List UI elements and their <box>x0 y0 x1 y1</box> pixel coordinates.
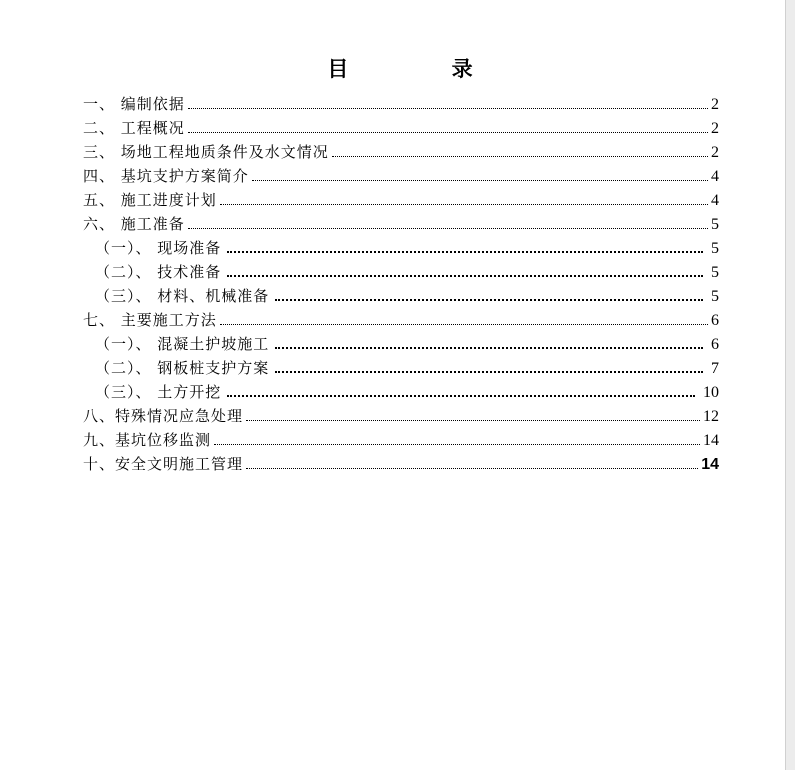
toc-entry-page: 2 <box>711 96 719 113</box>
toc-subentry[interactable] <box>83 282 719 306</box>
toc-entry-label: （二）、 钢板桩支护方案 <box>95 359 270 377</box>
toc-leader <box>227 274 703 277</box>
toc-entry-page: 2 <box>711 120 719 137</box>
toc-subentry[interactable] <box>83 354 719 378</box>
toc-entry-page: 4 <box>711 168 719 185</box>
toc-entry-page: 10 <box>703 384 719 401</box>
toc-entry-page: 6 <box>711 336 719 353</box>
toc-entry-page: 5 <box>711 288 719 305</box>
toc-leader <box>227 394 695 397</box>
toc-leader <box>188 107 708 109</box>
toc-entry-page: 5 <box>711 264 719 281</box>
toc-leader <box>246 419 700 421</box>
toc-subentry[interactable] <box>83 330 719 354</box>
toc-entry-label: 三、 场地工程地质条件及水文情况 <box>83 143 329 161</box>
toc-leader <box>188 227 708 229</box>
toc-title: 目 录 <box>327 57 521 81</box>
toc-entry-label: （三）、 土方开挖 <box>95 383 222 401</box>
toc-entry-page: 14 <box>701 456 719 473</box>
toc-entry-page: 6 <box>711 312 719 329</box>
toc-subentry[interactable] <box>83 234 719 258</box>
toc-subentry[interactable] <box>83 258 719 282</box>
toc-leader <box>214 443 700 445</box>
toc-leader <box>246 467 698 469</box>
toc-entry[interactable] <box>83 210 719 234</box>
toc-entry-label: 四、 基坑支护方案简介 <box>83 167 249 185</box>
toc-leader <box>332 155 708 157</box>
toc-entry-page: 12 <box>703 408 719 425</box>
toc-entry[interactable] <box>83 426 719 450</box>
toc-leader <box>220 323 708 325</box>
toc-entry-label: 八、特殊情况应急处理 <box>83 407 244 425</box>
toc-leader <box>188 131 708 133</box>
toc-entry-label: 二、 工程概况 <box>83 119 185 137</box>
toc-entry[interactable] <box>83 450 719 474</box>
toc-leader <box>275 370 703 373</box>
toc-entry-label: 六、 施工准备 <box>83 215 185 233</box>
toc-entry[interactable] <box>83 162 719 186</box>
toc-entry-page: 4 <box>711 192 719 209</box>
toc-leader <box>227 250 703 253</box>
toc-entry[interactable] <box>83 186 719 210</box>
toc-entry-label: （一）、 现场准备 <box>95 239 222 257</box>
toc-entry-label: （二）、 技术准备 <box>95 263 222 281</box>
toc-entry-page: 5 <box>711 240 719 257</box>
toc-entry-label: （一）、 混凝土护坡施工 <box>95 335 270 353</box>
toc-entry-page: 14 <box>703 432 719 449</box>
toc-entry[interactable] <box>83 306 719 330</box>
toc-entry-page: 5 <box>711 216 719 233</box>
toc-subentry[interactable] <box>83 378 719 402</box>
toc-entry-label: 十、安全文明施工管理 <box>83 455 244 473</box>
toc-leader <box>275 298 703 301</box>
toc-entry-label: 一、 编制依据 <box>83 95 185 113</box>
toc-entry-page: 2 <box>711 144 719 161</box>
toc-entry-page: 7 <box>711 360 719 377</box>
toc-entry-label: 五、 施工进度计划 <box>83 191 217 209</box>
toc-leader <box>252 179 708 181</box>
toc-leader <box>275 346 703 349</box>
toc-entry[interactable] <box>83 114 719 138</box>
toc-entry[interactable] <box>83 90 719 114</box>
table-of-contents <box>83 90 719 474</box>
toc-entry[interactable] <box>83 402 719 426</box>
toc-entry-label: 九、基坑位移监测 <box>83 431 212 449</box>
toc-leader <box>220 203 708 205</box>
toc-entry-label: （三）、 材料、机械准备 <box>95 287 270 305</box>
toc-entry-label: 七、 主要施工方法 <box>83 311 217 329</box>
toc-entry[interactable] <box>83 138 719 162</box>
